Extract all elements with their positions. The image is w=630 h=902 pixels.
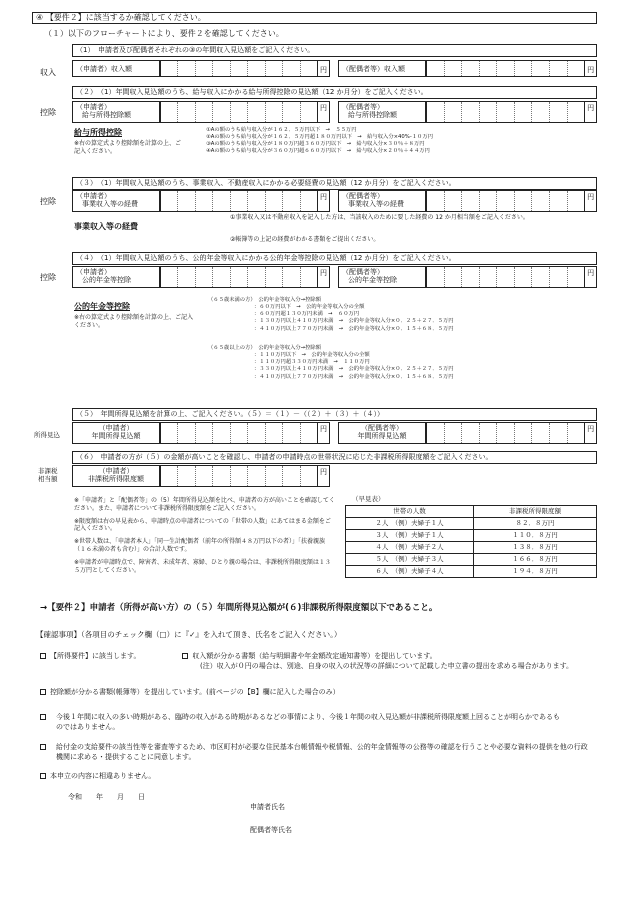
row5-applicant-label-1: （申請者） [98, 424, 134, 432]
row4-spouse-label [338, 266, 426, 288]
formula-line: ：４１０万円以上７７０万円未満 → 公的年金等収入分×０．１５＋６８．５万円 [254, 325, 454, 332]
row4-applicant-label [72, 266, 160, 288]
row3-spouse-label-1: （配偶者等） [342, 192, 384, 200]
row1-side-label: 収入 [40, 68, 56, 77]
formula-line: （６５歳未満の方） 公的年金等収入分→控除額 [208, 297, 322, 303]
row2-heading: （２） （1）年間収入見込額のうち、給与収入にかかる給与所得控除の見込額（12 か月分）をご記入ください。 [76, 88, 428, 96]
table-row [346, 566, 597, 578]
confirm-heading: 【確認事項】（各項目のチェック欄（□）に『✓』を入れて頂き、氏名をご記入ください。） [36, 630, 342, 639]
spouse-name-field[interactable]: 配偶者等氏名 [250, 826, 292, 834]
yen-unit: 円 [317, 191, 329, 211]
section-title: ④ 【要件２】に該当するか確認してください。 [36, 13, 206, 22]
note-item: ※「申請者」と「配偶者等」の（5）年間所得見込額を比べ、申請者の方が高いことを確認してください。また、申請者について非課税所得限度額をご記入ください。 [74, 497, 335, 512]
row3-applicant-amount-field[interactable] [160, 190, 330, 212]
signature-date[interactable]: 令和 年 月 日 [68, 793, 145, 801]
table-cell: ５人 （例）夫婦子３人 [346, 554, 474, 566]
note-item: ※限度額は右の早見表から、申請時点の申請者についての「世帯の人数」にあてはまる金額をご記入ください。 [74, 517, 331, 533]
yen-unit: 円 [584, 191, 596, 211]
quick-table-caption: （早見表） [352, 495, 385, 503]
confirm-item-3-text: 今後１年間に収入の多い時期がある、臨時の収入がある時期があるなどの事情により、今後１年間の収入見込額が非課税所得限度額上回ることが明らかであるものではありません。 [56, 713, 560, 732]
row3-spouse-amount-field[interactable] [426, 190, 597, 212]
row3-spouse-label [338, 190, 426, 212]
yen-unit: 円 [317, 423, 329, 443]
applicant-name-field[interactable]: 申請者氏名 [250, 803, 285, 811]
formula-line: ③Aの額のうち給与収入分が１８０万円超３６０万円以下 → 給与収入分×３０％＋８万円 [206, 141, 425, 148]
row5-spouse-label [338, 422, 426, 444]
formula-line: ：１３０万円以上４１０万円未満 → 公的年金等収入分×０．２５＋２７．５万円 [254, 318, 454, 325]
section-intro: （１）以下のフローチャートにより、要件２を確認してください。 [44, 29, 284, 38]
row5-applicant-label-2: 年間所得見込額 [91, 432, 141, 441]
row2-applicant-amount-field[interactable] [160, 101, 330, 123]
yen-unit: 円 [317, 267, 329, 287]
row2-formula-list [206, 127, 586, 156]
quick-reference-table [345, 505, 597, 578]
table-cell: １６６．８万円 [474, 554, 597, 566]
row3-note-2: ②帳簿等の上記の経費がわかる書類をご提出ください。 [230, 236, 380, 243]
formula-line: ：１１０万円超３３０万円未満 → １１０万円 [254, 359, 370, 366]
row5-applicant-label [72, 422, 160, 444]
row1-applicant-amount-field[interactable] [160, 60, 330, 77]
row4-spouse-label-2: 公的年金等控除 [348, 276, 397, 285]
formula-line: ：６０万円超１３０万円未満 → ６０万円 [254, 311, 360, 318]
formula-line: ②Aの額のうち給与収入分が１６２．５万円超１８０万円以下 → 給与収入分×40%-１０万円 [206, 134, 433, 141]
confirm-item-4-text: 給付金の支給要件の該当性等を審査等するため、市区町村が必要な住民基本台帳情報や税情報、公的年金情報等の公務等の確認を行うことや必要な資料の提供を他の行政機関に求める・提供することに同意します。 [56, 743, 588, 762]
formula-line: ：４１０万円以上７７０万円未満 → 公的年金等収入分×０．１５＋６８．５万円 [254, 373, 454, 380]
table-row [346, 530, 597, 542]
checkbox[interactable] [40, 653, 46, 659]
confirm-item-1-note: (注）収入が０円の場合は、別途、自身の収入の状況等の詳細について記載した申立書の提出を求める場合があります。 [200, 662, 574, 670]
table-cell: ８２．８万円 [474, 518, 597, 530]
yen-unit: 円 [317, 102, 329, 122]
yen-unit: 円 [317, 61, 329, 76]
checkbox[interactable] [40, 714, 46, 720]
formula-line: ①Aの額のうち給与収入分が１６２．５万円以下 → ５５万円 [206, 127, 357, 133]
checkbox[interactable] [40, 689, 46, 695]
row6-applicant-label [72, 465, 160, 487]
confirm-item-5 [40, 772, 155, 781]
row5-spouse-amount-field[interactable] [426, 422, 597, 444]
row5-heading: （５） 年間所得見込額を計算の上、ご記入ください。（５）＝（１）－（（２）＋（３）＋（４）） [76, 410, 384, 418]
row4-over65-formulas [208, 345, 598, 381]
row4-applicant-label-1: （申請者） [76, 268, 111, 276]
yen-unit: 円 [584, 423, 596, 443]
yen-unit: 円 [584, 267, 596, 287]
row2-spouse-amount-field[interactable] [426, 101, 597, 123]
row3-note-1: ①事業収入又は不動産収入を記入した方は、当該収入のために要した経費の 12 か月相当額をご記入ください。 [230, 214, 529, 221]
row6-side-label-1: 非課税 [38, 467, 58, 475]
row4-spouse-amount-field[interactable] [426, 266, 597, 288]
row4-heading: （４） （1）年間収入見込額のうち、公的年金等収入にかかる公的年金等控除の見込額（12 か月分）をご記入ください。 [76, 254, 456, 262]
confirm-item-5-text: 本申立の内容に相違ありません。 [50, 772, 156, 780]
confirm-item-1a: 【所得要件】に該当します。 [50, 652, 141, 660]
row3-applicant-label-2: 事業収入等の経費 [82, 200, 138, 209]
row4-applicant-label-2: 公的年金等控除 [82, 276, 131, 285]
confirm-item-1b: 収入額が分かる書類（給与明細書や年金額改定通知書等）を提出しています。 [192, 652, 437, 660]
row6-side-label-2: 相当額 [38, 475, 58, 484]
row3-applicant-label [72, 190, 160, 212]
row6-applicant-amount-field[interactable] [160, 465, 330, 487]
quick-table-header: 世帯の人数 [346, 506, 474, 518]
row3-spouse-label-2: 事業収入等の経費 [348, 200, 404, 209]
row3-heading: （３） （1）年間収入見込額のうち、事業収入、不動産収入にかかる必要経費の見込額（12 か月分）をご記入ください。 [76, 179, 456, 187]
row3-note-title: 事業収入等の経費 [74, 222, 138, 231]
row2-applicant-label [72, 101, 160, 123]
yen-unit: 円 [584, 102, 596, 122]
row2-note-body: ※右の算定式より控除額を計算の上、ご記入ください。 [74, 140, 182, 155]
row2-applicant-label-1: （申請者） [76, 103, 111, 111]
note-item: ※世帯人数は、「申請者本人」「同一生計配偶者（前年の所得額４８万円以下の者）」「扶養親族（１６未満の者も含む）」の合計人数です。 [74, 538, 326, 553]
confirm-item-2-text: 控除額が分かる書類(帳簿等）を提出しています。(前ページの【B】欄に記入した場合のみ） [50, 688, 340, 696]
formula-line: ：１１０万円以下 → 公的年金等収入分の全額 [254, 352, 370, 359]
row5-applicant-amount-field[interactable] [160, 422, 330, 444]
row6-applicant-label-1: （申請者） [98, 467, 134, 475]
row4-under65-formulas [208, 297, 598, 333]
table-cell: ４人 （例）夫婦子２人 [346, 542, 474, 554]
note-item: ※申請者が申請時点で、障害者、未成年者、寡婦、ひとり親の場合は、非課税所得限度額は１３５万円としてください。 [74, 558, 331, 574]
table-row [346, 518, 597, 530]
checkbox[interactable] [40, 773, 46, 779]
confirm-item-1 [40, 652, 600, 661]
row4-applicant-amount-field[interactable] [160, 266, 330, 288]
row2-applicant-label-2: 給与所得控除額 [82, 111, 131, 120]
yen-unit: 円 [584, 61, 596, 76]
table-cell: ６人 （例）夫婦子４人 [346, 566, 474, 578]
row1-spouse-label: （配偶者等）収入額 [338, 60, 426, 77]
row4-side-label: 控除 [40, 273, 56, 282]
table-row [346, 542, 597, 554]
requirement-conclusion: →【要件２】申請者（所得が高い方）の（５）年間所得見込額が(６)非課税所得限度額以下であること。 [40, 603, 438, 613]
row3-applicant-label-1: （申請者） [76, 192, 111, 200]
table-cell: １１０．８万円 [474, 530, 597, 542]
row2-spouse-label [338, 101, 426, 123]
row6-heading: （６） 申請者の方が（５）の金額が高いことを確認し、申請者の申請時点の世帯状況に応じた非課税所得限度額をご記入ください。 [76, 453, 493, 461]
row5-spouse-label-2: 年間所得見込額 [357, 432, 407, 441]
row5-spouse-label-1: （配偶者等） [361, 424, 403, 432]
row4-note-title: 公的年金等控除 [74, 302, 130, 311]
row1-heading: （1） 申請者及び配偶者それぞれの③の年間収入見込額をご記入ください。 [76, 46, 315, 54]
confirm-item-3 [40, 712, 560, 732]
formula-line: （６５歳以上の方） 公的年金等収入分→控除額 [208, 345, 322, 351]
table-cell: １３８．８万円 [474, 542, 597, 554]
row5-side-label: 所得見込 [34, 431, 60, 439]
quick-table-header: 非課税所得限度額 [474, 506, 597, 518]
row2-side-label: 控除 [40, 108, 56, 117]
row3-side-label: 控除 [40, 197, 56, 206]
formula-line: ：３３０万円以上４１０万円未満 → 公的年金等収入分×０．２５＋２７．５万円 [254, 366, 454, 373]
formula-line: ④Aの額のうち給与収入分が３６０万円超６６０万円以下 → 給与収入分×２０％＋４４万円 [206, 148, 430, 155]
confirm-item-2 [40, 688, 340, 697]
row2-spouse-label-1: （配偶者等） [342, 103, 384, 111]
row1-applicant-label: （申請者）収入額 [72, 60, 160, 77]
checkbox[interactable] [40, 744, 46, 750]
table-cell: ３人 （例）夫婦子１人 [346, 530, 474, 542]
table-cell: ２人 （例）夫婦子１人 [346, 518, 474, 530]
row4-note-body: ※右の算定式より控除額を計算の上、ご記入ください。 [74, 314, 194, 329]
table-row [346, 554, 597, 566]
notes-block [74, 497, 336, 574]
table-cell: １９４．８万円 [474, 566, 597, 578]
row2-spouse-label-2: 給与所得控除額 [348, 111, 397, 120]
formula-line: ：６０万円以下 → 公的年金等収入分の全額 [254, 304, 365, 311]
row4-spouse-label-1: （配偶者等） [342, 268, 384, 276]
row2-note-title: 給与所得控除 [74, 128, 122, 137]
yen-unit: 円 [317, 466, 329, 486]
row6-applicant-label-2: 非課税所得限度額 [88, 475, 144, 484]
row6-side-label [38, 467, 58, 483]
row1-spouse-amount-field[interactable] [426, 60, 597, 77]
confirm-item-4 [40, 742, 590, 762]
checkbox[interactable] [182, 653, 188, 659]
